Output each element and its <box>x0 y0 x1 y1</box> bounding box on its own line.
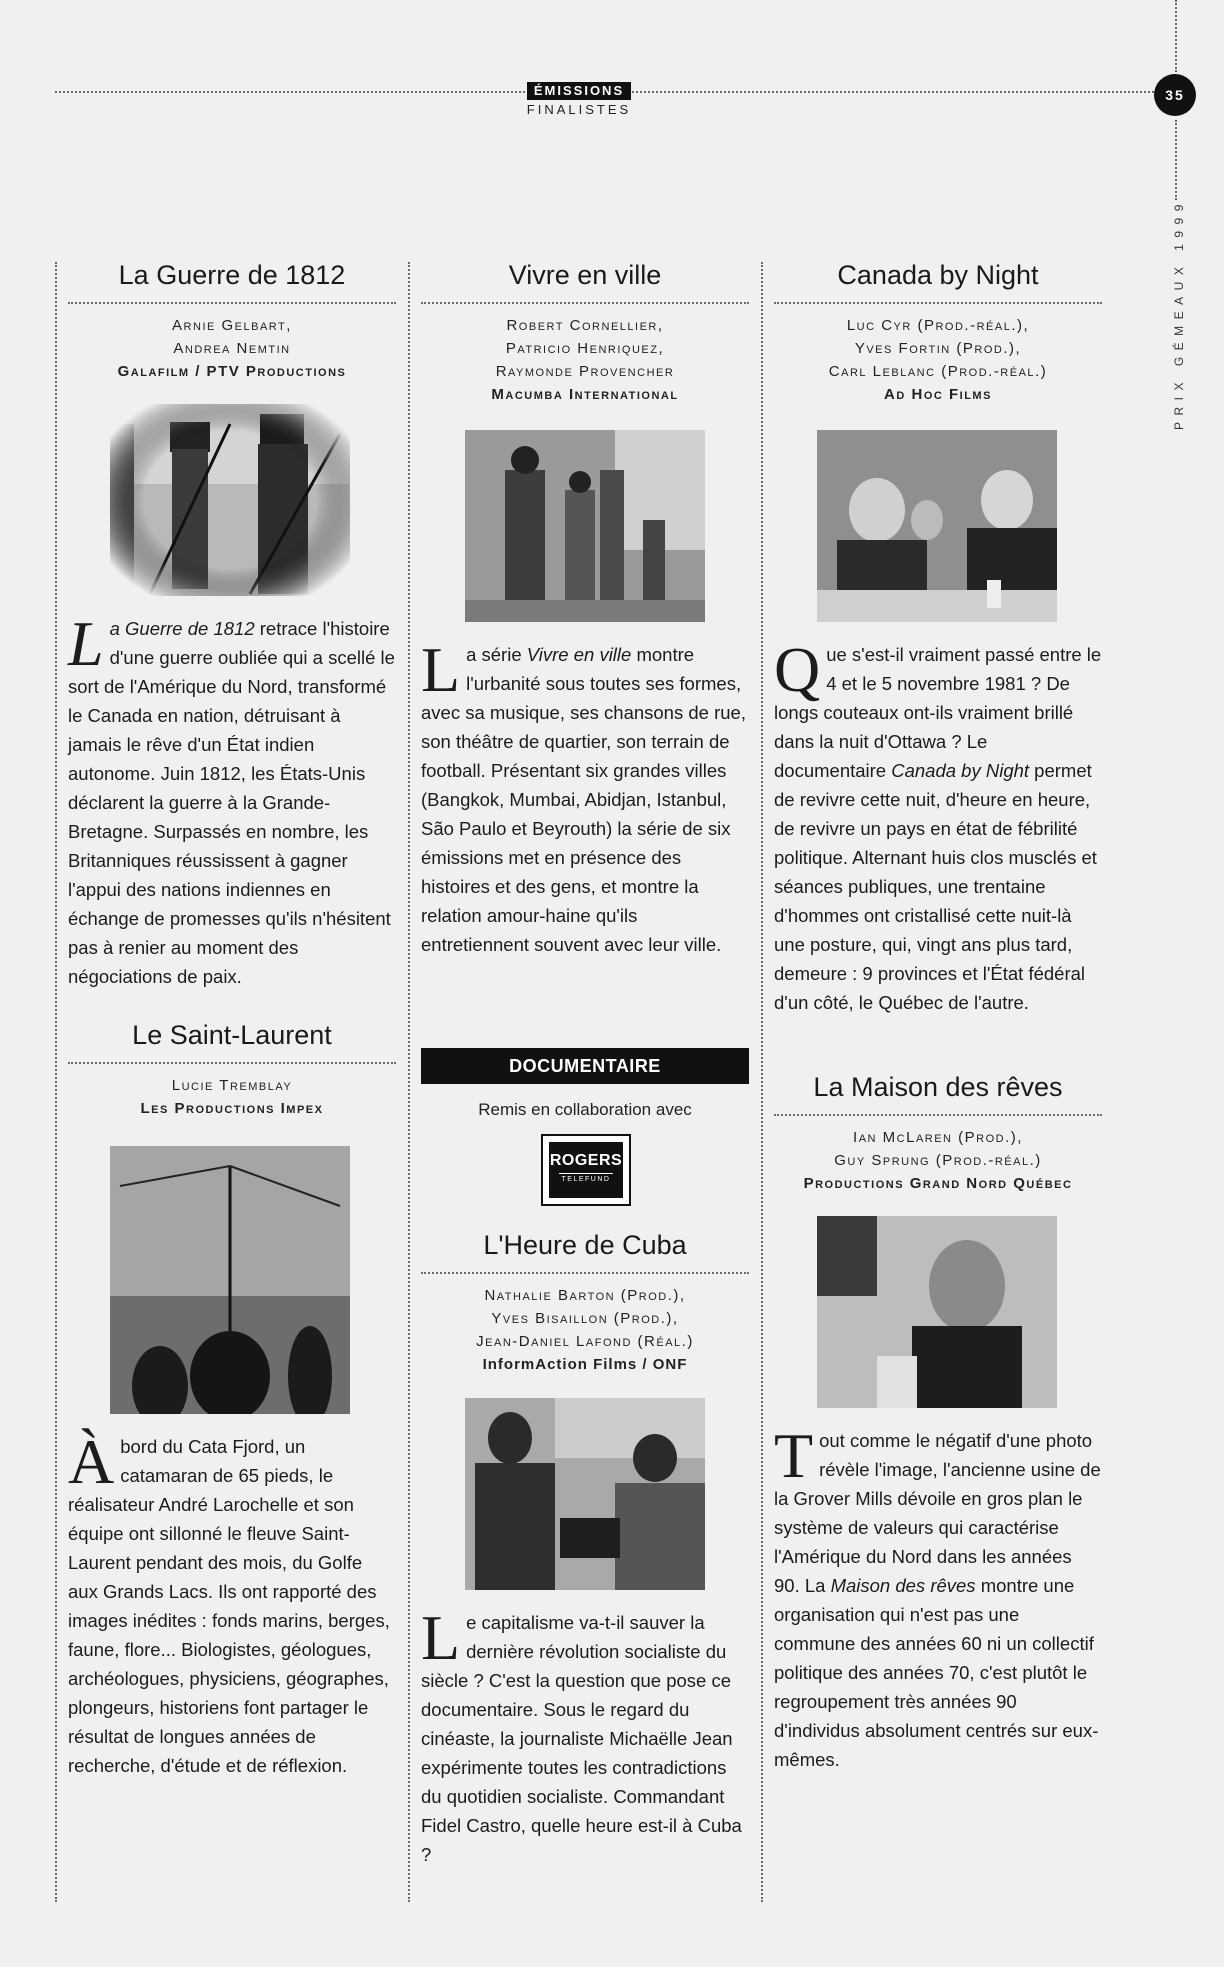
description-vivre-en-ville: La série Vivre en ville montre l'urbanité sous toutes ses formes, avec sa musique, ses chansons de rue, son théâtre de quartier, son terrain de football. Présentant six grandes villes (Bangkok, Mumbai, Abidjan, Istanbul, São Paulo et Beyrouth) la série de six émissions met en présence des histoires et des gens, et montre la relation amour-haine qu'ils entretiennent souvent avec leur ville. <box>421 634 746 955</box>
sailboat-photo <box>110 1146 350 1414</box>
producer: InformAction Films / ONF <box>482 1356 688 1373</box>
title-heure-de-cuba: L'Heure de Cuba <box>483 1230 687 1260</box>
drop-cap: L <box>421 634 461 705</box>
drop-cap: L <box>421 1602 461 1673</box>
producer: Ad Hoc Films <box>884 386 992 403</box>
column-divider-left <box>55 262 57 1902</box>
drop-cap: L <box>68 608 104 679</box>
title-guerre-1812: La Guerre de 1812 <box>118 260 346 290</box>
title-rule <box>68 1062 396 1064</box>
side-rule-bottom <box>1175 120 1177 200</box>
description-guerre-1812: La Guerre de 1812 retrace l'histoire d'une guerre oubliée qui a scellé le sort de l'Amérique du Nord, transformé le Canada en nation, détruisant à jamais le rêve d'un État indien autonome. Juin 1812, les États-Unis déclarent la guerre à la Grande-Bretagne. Surpassés en nombre, les Britanniques réussissent à gagner l'appui des nations indiennes en échange de promesses qu'ils n'hésitent pas à renier au moment des négociations de paix. <box>68 608 395 987</box>
politicians-photo <box>817 430 1057 622</box>
side-rule-top <box>1175 0 1177 72</box>
side-title: PRIX GÉMEAUX 1999 <box>1172 198 1186 430</box>
title-rule <box>421 302 749 304</box>
title-rule <box>421 1272 749 1274</box>
title-saint-laurent: Le Saint-Laurent <box>132 1020 332 1050</box>
subsection-label: FINALISTES <box>526 102 632 117</box>
producer: Productions Grand Nord Québec <box>803 1175 1073 1192</box>
title-rule <box>68 302 396 304</box>
title-rule <box>774 1114 1102 1116</box>
producer: Galafilm / PTV Productions <box>117 363 347 380</box>
credits-vivre-en-ville: Robert Cornellier, Patricio Henriquez, Raymonde Provencher Macumba International <box>421 314 749 406</box>
section-label: ÉMISSIONS <box>527 82 631 100</box>
producer: Macumba International <box>491 386 679 403</box>
producer: Les Productions Impex <box>140 1100 324 1117</box>
drop-cap: Q <box>774 634 821 705</box>
header-rule-left <box>55 91 525 93</box>
description-heure-de-cuba: Le capitalisme va-t-il sauver la dernière révolution socialiste du siècle ? C'est la question que pose ce documentaire. Sous le regard du cinéaste, la journaliste Michaëlle Jean expérimente toutes les contradictions du quotidien socialiste. Commandant Fidel Castro, quelle heure est-il à Cuba ? <box>421 1602 742 1865</box>
category-documentaire: DOCUMENTAIRE <box>421 1048 749 1084</box>
man-smoking-photo <box>817 1216 1057 1408</box>
rogers-telefund-logo: ROGERS TELEFUND <box>541 1134 631 1206</box>
women-photo <box>465 1398 705 1590</box>
drop-cap: T <box>774 1420 814 1491</box>
credits-guerre-1812: Arnie Gelbart, Andrea Nemtin Galafilm / PTV Productions <box>68 314 396 383</box>
column-divider-2 <box>761 262 763 1902</box>
description-saint-laurent: Àbord du Cata Fjord, un catamaran de 65 pieds, le réalisateur André Larochelle et son équipe ont sillonné le fleuve Saint-Laurent pendant des mois, du Golfe aux Grands Lacs. Ils ont rapporté des images inédites : fonds marins, berges, faune, flore... Biologistes, géologues, archéologues, physiciens, géographes, plongeurs, historiens font partager le résultat de longues années de recherche, d'étude et de réflexion. <box>68 1426 390 1776</box>
page-number: 35 <box>1154 74 1196 116</box>
family-photo <box>465 430 705 622</box>
credits-maison-des-reves: Ian McLaren (Prod.), Guy Sprung (Prod.-réal.) Productions Grand Nord Québec <box>774 1126 1102 1195</box>
credits-canada-by-night: Luc Cyr (Prod.-réal.), Yves Fortin (Prod.), Carl Leblanc (Prod.-réal.) Ad Hoc Films <box>774 314 1102 406</box>
soldiers-photo <box>110 404 350 596</box>
description-canada-by-night: Que s'est-il vraiment passé entre le 4 et le 5 novembre 1981 ? De longs couteaux ont-ils vraiment brillé dans la nuit d'Ottawa ? Le documentaire Canada by Night permet de revivre cette nuit, d'heure en heure, de revivre un pays en état de fébrilité politique. Alternant huis clos musclés et séances publiques, une trentaine d'hommes ont cristallisé cette nuit-là une posture, qui, vingt ans plus tard, demeure : 9 provinces et l'État fédéral d'un côté, le Québec de l'autre. <box>774 634 1102 1013</box>
title-vivre-en-ville: Vivre en ville <box>508 260 662 290</box>
title-maison-des-reves: La Maison des rêves <box>813 1072 1063 1102</box>
credits-heure-de-cuba: Nathalie Barton (Prod.), Yves Bisaillon (Prod.), Jean-Daniel Lafond (Réal.) InformAction Films / ONF <box>421 1284 749 1376</box>
header-rule-right <box>632 91 1154 93</box>
description-maison-des-reves: Tout comme le négatif d'une photo révèle l'image, l'ancienne usine de la Grover Mills dévoile en gros plan le système de valeurs qui caractérise l'Amérique du Nord dans les années 90. La Maison des rêves montre une organisation qui n'est pas une commune des années 60 ni un collectif politique des années 70, c'est plutôt le regroupement très années 90 d'individus absolument centrés sur eux-mêmes. <box>774 1420 1101 1770</box>
column-divider-1 <box>408 262 410 1902</box>
credits-saint-laurent: Lucie Tremblay Les Productions Impex <box>68 1074 396 1120</box>
title-canada-by-night: Canada by Night <box>837 260 1039 290</box>
remis-en-collaboration: Remis en collaboration avec <box>478 1100 692 1119</box>
drop-cap: À <box>68 1426 115 1497</box>
title-rule <box>774 302 1102 304</box>
